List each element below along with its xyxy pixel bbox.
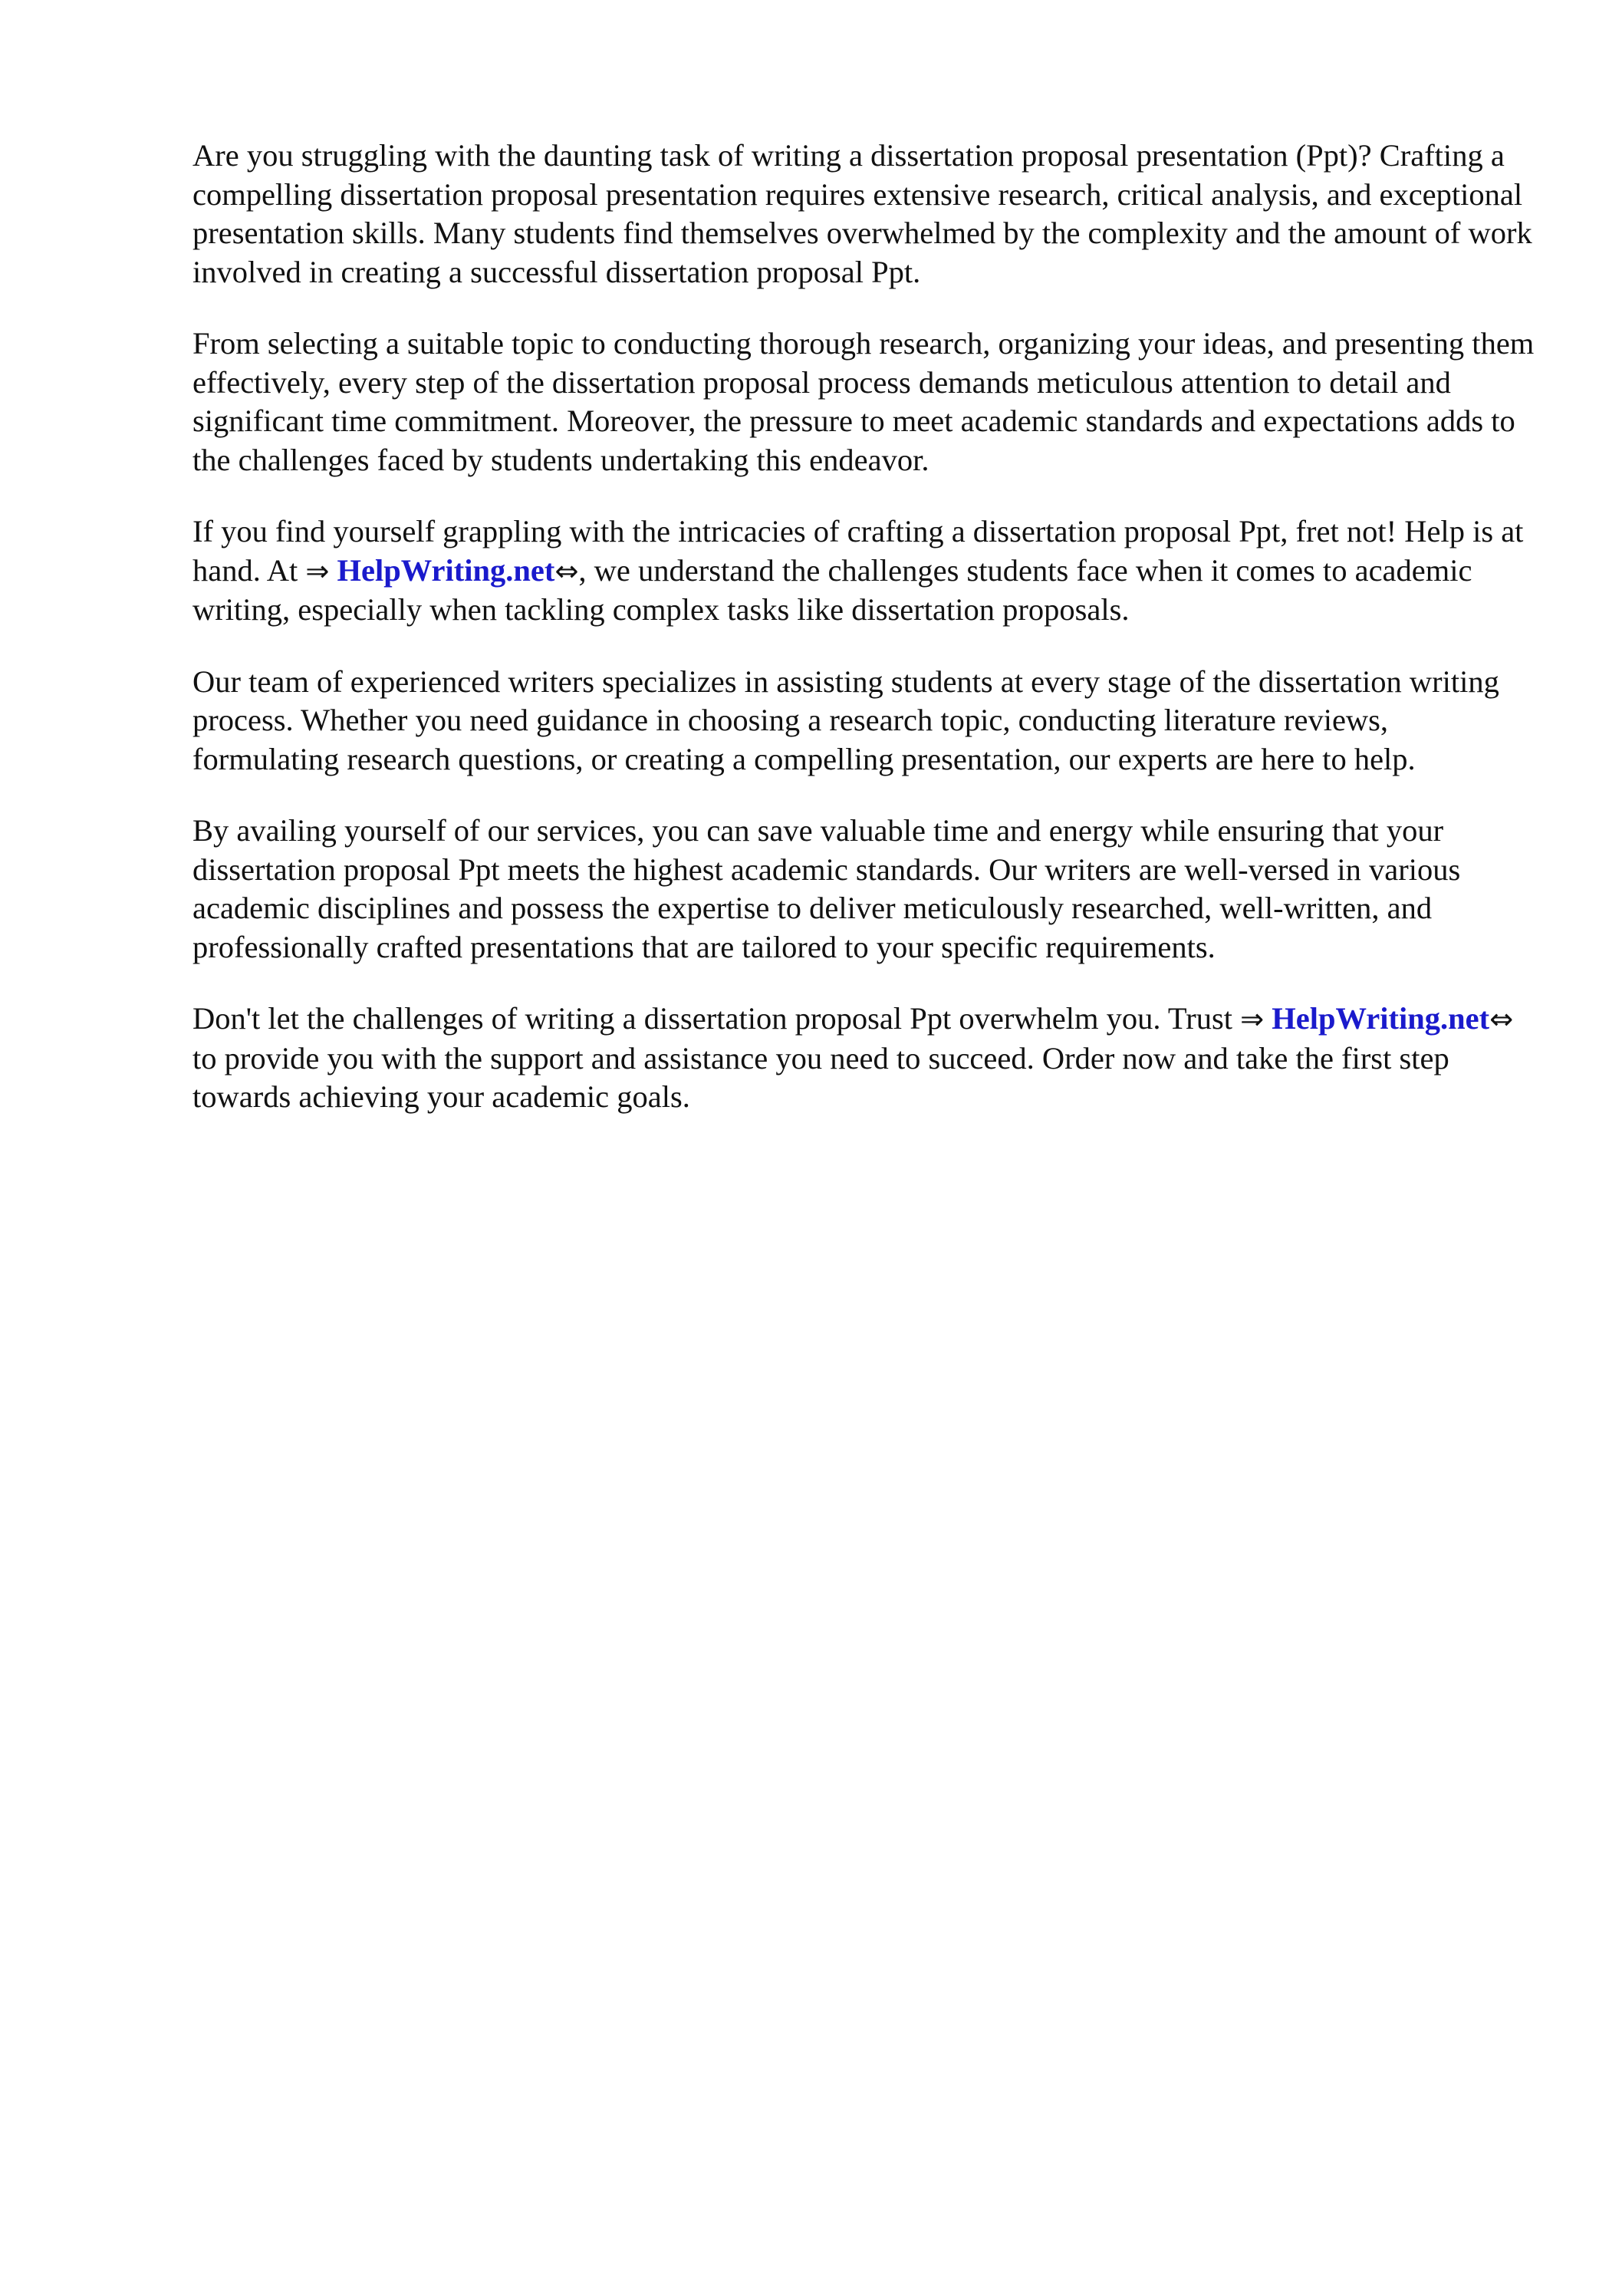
arrow-both-icon: ⇔ bbox=[1489, 1003, 1514, 1036]
paragraph-help-text-after: , we understand the challenges students face when it comes to academic writing, especially when tackling complex tasks like dissertation proposals. bbox=[192, 552, 1472, 627]
helpwriting-link[interactable]: HelpWriting.net bbox=[337, 552, 555, 588]
arrow-right-icon: ⇒ bbox=[305, 554, 330, 588]
paragraph-help bbox=[192, 512, 1535, 630]
paragraph-process: From selecting a suitable topic to conducting thorough research, organizing your ideas, and presenting them effectively, every step of the dissertation proposal process demands meticulous attention to detail and significant time commitment. Moreover, the pressure to meet academic standards and expectations adds to the challenges faced by students undertaking this endeavor. bbox=[192, 326, 1535, 477]
paragraph-cta-text-before: Don't let the challenges of writing a dissertation proposal Ppt overwhelm you. Trust bbox=[192, 1001, 1241, 1036]
paragraph-help-text-before: If you find yourself grappling with the intricacies of crafting a dissertation proposal Ppt, fret not! Help is at hand. At bbox=[192, 514, 1524, 588]
paragraph-team: Our team of experienced writers specializes in assisting students at every stage of the dissertation writing process. Whether you need guidance in choosing a research topic, conducting literature reviews, formulating research questions, or creating a compelling presentation, our experts are here to help. bbox=[192, 664, 1499, 776]
arrow-both-icon: ⇔ bbox=[554, 554, 579, 588]
paragraph-services: By availing yourself of our services, you can save valuable time and energy while ensuring that your dissertation proposal Ppt meets the highest academic standards. Our writers are well-versed in various academic disciplines and possess the expertise to deliver meticulously researched, well-written, and professionally crafted presentations that are tailored to your specific requirements. bbox=[192, 813, 1461, 964]
document-body bbox=[192, 137, 1535, 1150]
paragraph-intro: Are you struggling with the daunting task of writing a dissertation proposal presentation (Ppt)? Crafting a compelling dissertation proposal presentation requires extensive research, critical analysis, and exceptional presentation skills. Many students find themselves overwhelmed by the complexity and the amount of work involved in creating a successful dissertation proposal Ppt. bbox=[192, 138, 1532, 289]
paragraph-cta-text-after: to provide you with the support and assistance you need to succeed. Order now and take the first step towards achieving your academic goals. bbox=[192, 1040, 1449, 1114]
paragraph-cta bbox=[192, 1000, 1535, 1117]
arrow-right-icon: ⇒ bbox=[1240, 1003, 1265, 1036]
helpwriting-link[interactable]: HelpWriting.net bbox=[1272, 1001, 1490, 1036]
